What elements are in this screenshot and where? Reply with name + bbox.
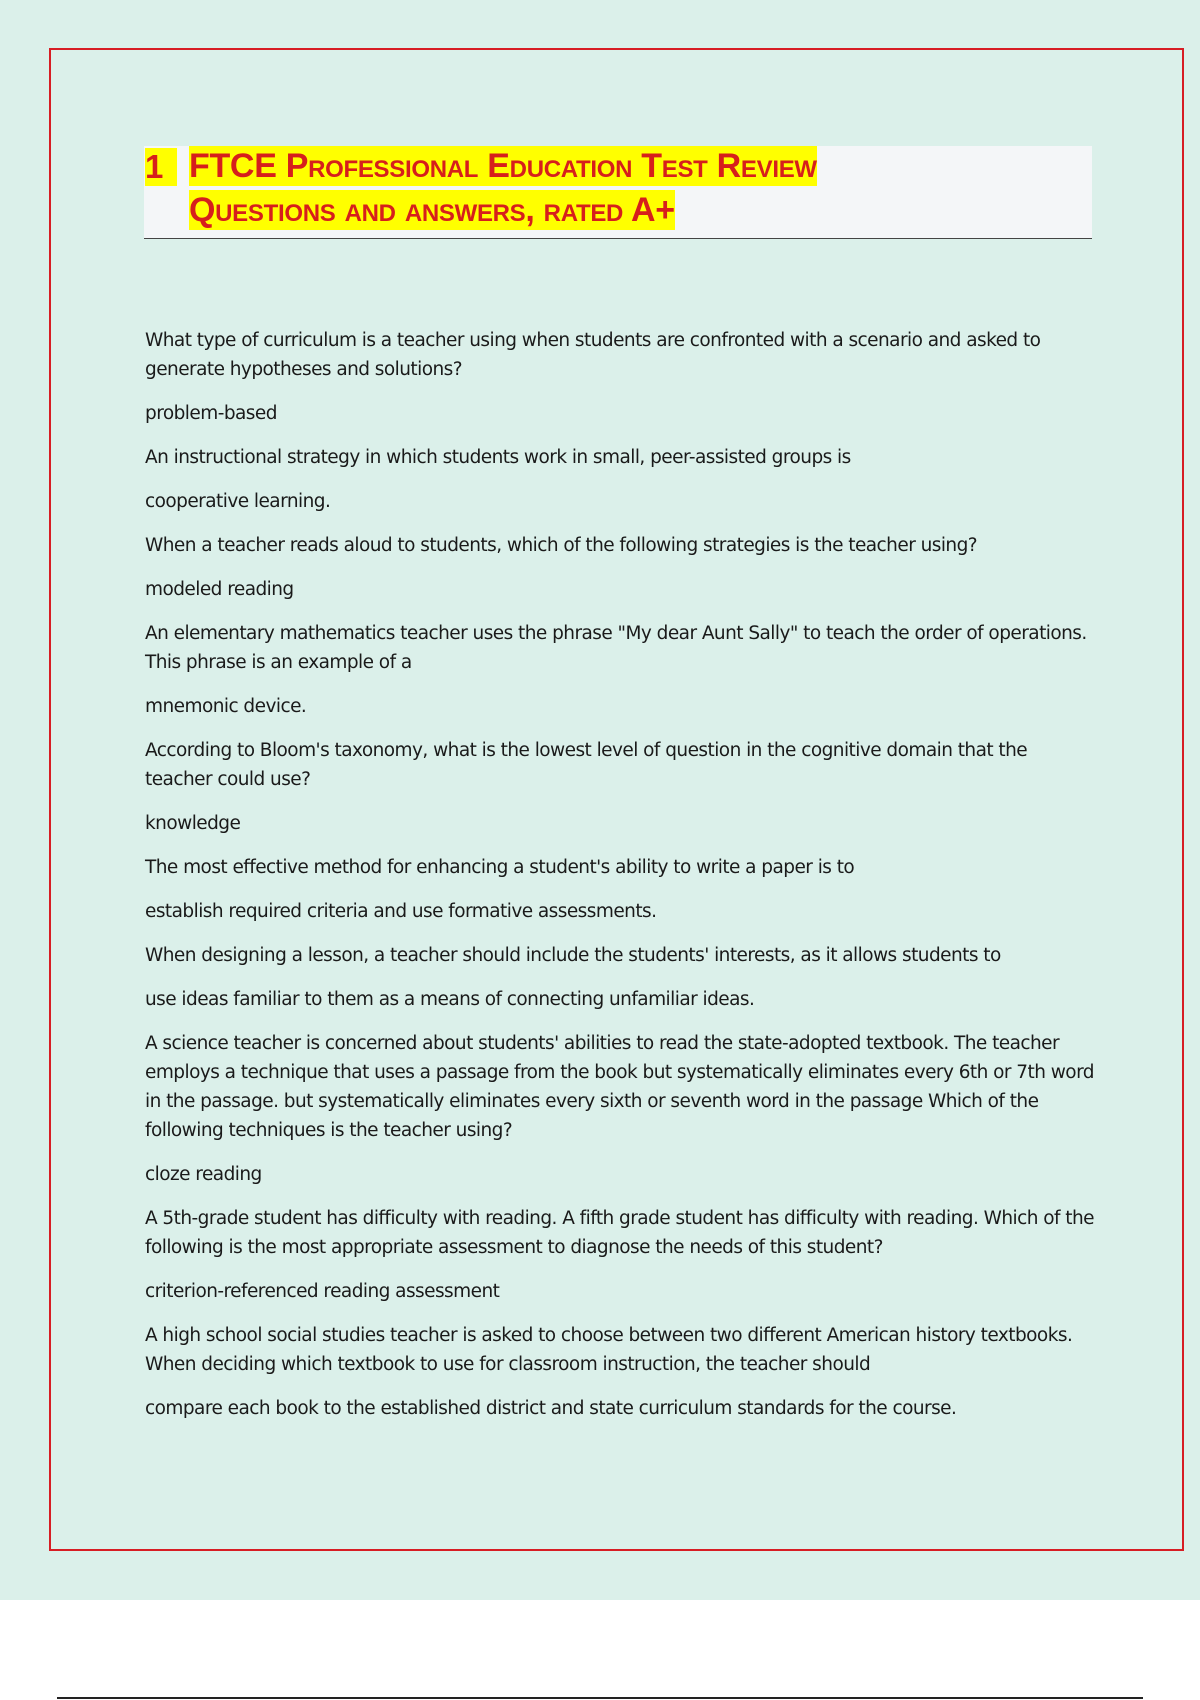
answer-text: knowledge [145,813,241,834]
answer-text: mnemonic device. [145,696,307,717]
page-bottom-rule [57,1697,1143,1699]
heading-number: 1 [145,148,177,186]
answer-text: compare each book to the established district and state curriculum standards for the course. [145,1398,957,1419]
question-text: An instructional strategy in which students work in small, peer-assisted groups is [145,447,851,468]
answer-text: cooperative learning. [145,491,331,512]
question-text: What type of curriculum is a teacher using when students are confronted with a scenario and asked to generate hypotheses and solutions? [145,330,1041,380]
answer-text: criterion-referenced reading assessment [145,1281,500,1302]
answer-text: establish required criteria and use formative assessments. [145,901,657,922]
answer-text: cloze reading [145,1164,262,1185]
question-text: The most effective method for enhancing a student's ability to write a paper is to [145,857,855,878]
heading-title-line-1: FTCE Professional Education Test Review [189,147,817,185]
qa-content [145,326,1095,1438]
heading-title-line-2: Questions and answers, rated A+ [189,191,675,229]
question-text: A high school social studies teacher is asked to choose between two different American history textbooks. When deciding which textbook to use for classroom instruction, the teacher should [145,1325,1073,1375]
answer-text: use ideas familiar to them as a means of connecting unfamiliar ideas. [145,989,755,1010]
answer-text: modeled reading [145,579,294,600]
question-text: A science teacher is concerned about students' abilities to read the state-adopted textbook. The teacher employs a technique that uses a passage from the book but systematically eliminates every 6th or 7th word in the passage. but systematically eliminates every sixth or seventh word in the passage Which of the following techniques is the teacher using? [145,1033,1095,1141]
question-text: According to Bloom's taxonomy, what is the lowest level of question in the cognitive domain that the teacher could use? [145,740,1028,790]
question-text: An elementary mathematics teacher uses the phrase "My dear Aunt Sally" to teach the order of operations. This phrase is an example of a [145,623,1087,673]
answer-text: problem-based [145,403,277,424]
question-text: When a teacher reads aloud to students, which of the following strategies is the teacher using? [145,535,978,556]
question-text: A 5th-grade student has difficulty with reading. A fifth grade student has difficulty with reading. Which of the following is the most appropriate assessment to diagnose the needs of this student? [145,1208,1095,1258]
question-text: When designing a lesson, a teacher should include the students' interests, as it allows students to [145,945,1001,966]
